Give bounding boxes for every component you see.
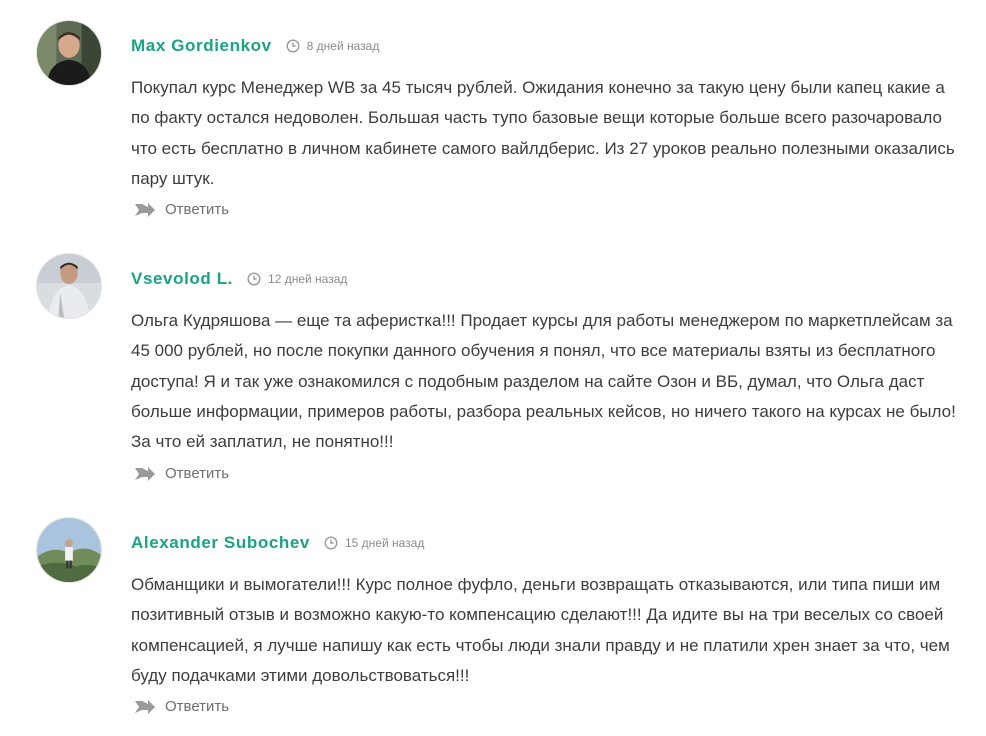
- reply-label: Ответить: [165, 698, 230, 715]
- comment-text: Покупал курс Менеджер WB за 45 тысяч рублей. Ожидания конечно за такую цену были капец какие а по факту остался недоволен. Большая часть тупо базовые вещи которые больше всего разочаровало что есть бесплатно в личном кабинете самого вайлдберис. Из 27 уроков реально полезными оказались пару штук.: [131, 78, 955, 188]
- reply-icon: [134, 202, 156, 218]
- comment-text: Обманщики и вымогатели!!! Курс полное фуфло, деньги возвращать отказываются, или типа пиши им позитивный отзыв и возможно какую-то компенсацию сделают!!! Да идите вы на три веселых со своей компенсацией, я лучше напишу как есть чтобы люди знали правду и не платили хрен знает за что, чем буду подачками этими довольствоваться!!!: [131, 575, 950, 685]
- avatar[interactable]: [36, 517, 102, 583]
- clock-icon: [324, 536, 338, 550]
- comment-date[interactable]: 12 дней назад: [268, 272, 348, 286]
- reply-label: Ответить: [165, 201, 230, 218]
- avatar[interactable]: [36, 253, 102, 319]
- comment-header: [131, 531, 424, 555]
- author-name[interactable]: Alexander Subochev: [131, 533, 310, 552]
- reply-icon: [134, 699, 156, 715]
- comment-header: [131, 267, 347, 291]
- author-name[interactable]: Max Gordienkov: [131, 36, 272, 55]
- comment-date[interactable]: 8 дней назад: [306, 39, 380, 53]
- reply-button[interactable]: [134, 698, 229, 715]
- avatar[interactable]: [36, 20, 102, 86]
- comment-header: [131, 34, 379, 58]
- reply-label: Ответить: [165, 465, 230, 482]
- reply-button[interactable]: [134, 201, 229, 218]
- reply-icon: [134, 466, 156, 482]
- user-photo-icon: [37, 254, 101, 318]
- clock-icon: [247, 272, 261, 286]
- reply-button[interactable]: [134, 465, 229, 482]
- comment-text: Ольга Кудряшова — еще та аферистка!!! Продает курсы для работы менеджером по маркетплейсам за 45 000 рублей, но после покупки данного обучения я понял, что все материалы взяты из бесплатного доступа! Я и так уже ознакомился с подобным разделом на сайте Озон и ВБ, думал, что Ольга даст больше информации, примеров работы, разбора реальных кейсов, но ничего такого на курсах не было! За что ей заплатил, не понятно!!!: [131, 311, 956, 452]
- user-photo-icon: [37, 518, 101, 582]
- comment-date[interactable]: 15 дней назад: [344, 536, 425, 550]
- clock-icon: [286, 39, 300, 53]
- user-photo-icon: [37, 21, 101, 85]
- author-name[interactable]: Vsevolod L.: [131, 269, 234, 288]
